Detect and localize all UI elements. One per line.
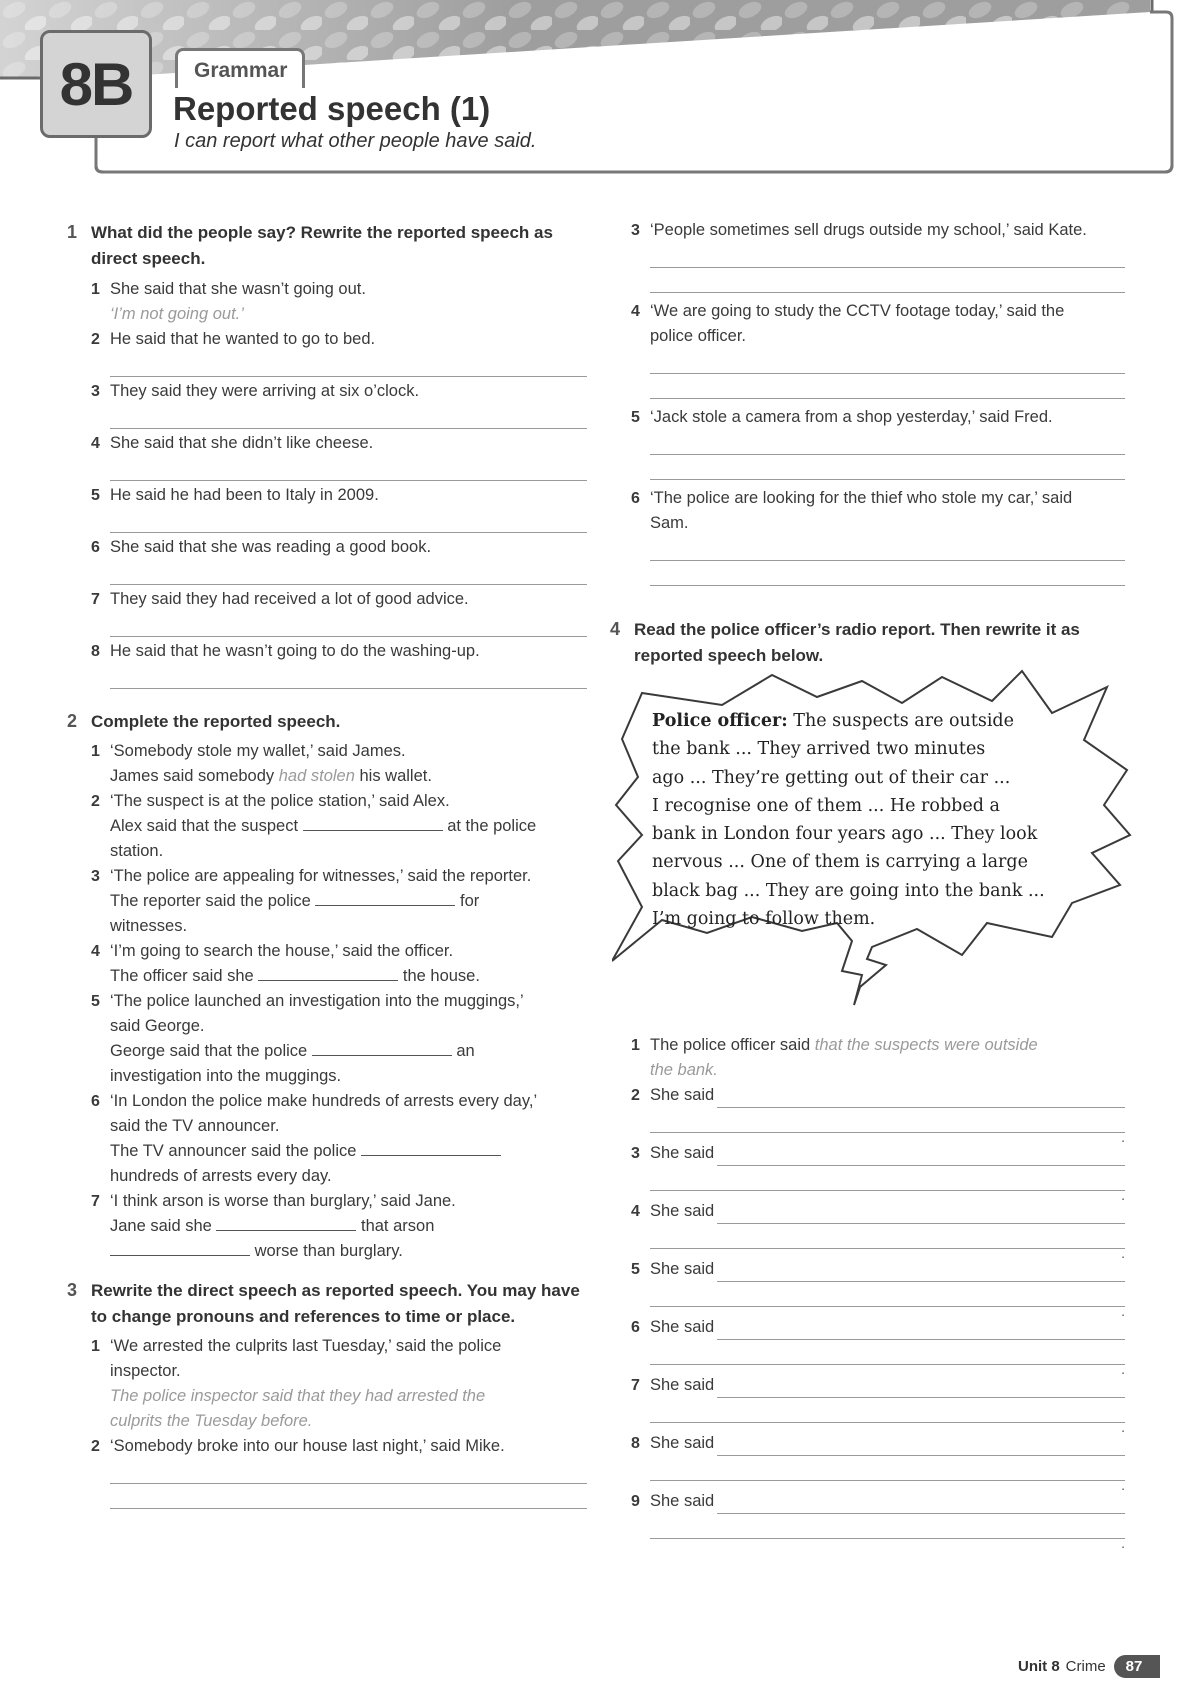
list-item <box>631 1083 1125 1145</box>
item-number: 6 <box>91 539 100 556</box>
direct-quote: ‘In London the police make hundreds of arrests every day,’ <box>110 1092 538 1110</box>
item-text: She said that she was reading a good book. <box>110 538 432 556</box>
list-item <box>631 299 1125 399</box>
list-item <box>91 1334 587 1434</box>
answer-blank[interactable] <box>303 814 443 831</box>
item-number: 6 <box>631 490 640 507</box>
answer-line[interactable] <box>110 404 587 429</box>
answer-line[interactable] <box>650 1224 1125 1249</box>
sentence-start: She said <box>650 1202 715 1220</box>
item-number: 8 <box>91 643 100 660</box>
radio-report-text <box>652 707 1082 933</box>
answer-line[interactable] <box>650 349 1125 374</box>
item-number: 4 <box>91 435 100 452</box>
item-text: They said they had received a lot of good advice. <box>110 590 469 608</box>
answer-line[interactable] <box>717 1201 1125 1224</box>
list-item <box>631 1431 1125 1493</box>
exercise-instruction: Read the police officer’s radio report. Then rewrite it as reported speech below. <box>634 620 1080 665</box>
answer-line[interactable] <box>110 456 587 481</box>
answer-line[interactable] <box>717 1433 1125 1456</box>
answer-line[interactable] <box>650 1166 1125 1191</box>
item-number: 1 <box>91 743 100 760</box>
item-number: 6 <box>631 1319 640 1336</box>
direct-quote: ‘The police launched an investigation into the muggings,’ <box>110 992 524 1010</box>
answer-line[interactable] <box>110 1459 587 1484</box>
report-line: black bag ... They are going into the bank ... <box>652 880 1045 901</box>
direct-quote-continued: said the TV announcer. <box>110 1117 280 1135</box>
list-item <box>631 218 1125 293</box>
footer-unit: Unit 8 <box>1018 1658 1060 1675</box>
report-line: nervous ... One of them is carrying a large <box>652 852 1028 873</box>
full-stop: . <box>1121 1419 1125 1435</box>
item-text: She said that she wasn’t going out. <box>110 280 366 298</box>
sentence-start: She said <box>650 1318 715 1336</box>
list-item <box>631 1141 1125 1203</box>
direct-quote: ‘Somebody broke into our house last night,’ said Mike. <box>110 1437 505 1455</box>
item-number: 8 <box>631 1435 640 1452</box>
page-subtitle: I can report what other people have said. <box>174 130 537 152</box>
list-item <box>91 535 587 585</box>
answer-line[interactable] <box>110 612 587 637</box>
report-line: I recognise one of them ... He robbed a <box>652 795 1000 816</box>
sentence-start: She said <box>650 1260 715 1278</box>
direct-quote: ‘Somebody stole my wallet,’ said James. <box>110 742 406 760</box>
list-item <box>91 739 587 789</box>
unit-badge: 8B <box>40 30 152 138</box>
sentence-start: She said <box>650 1086 715 1104</box>
full-stop: . <box>1121 1187 1125 1203</box>
speaker-label: Police officer: <box>652 711 788 731</box>
right-column <box>631 218 1125 586</box>
full-stop: . <box>1121 1129 1125 1145</box>
exercise-number: 4 <box>610 619 621 639</box>
footer-topic: Crime <box>1065 1658 1106 1675</box>
answer-line[interactable] <box>650 1282 1125 1307</box>
list-item <box>91 1434 587 1509</box>
sentence-start: Alex said that the suspect <box>110 817 303 835</box>
report-line: ago ... They’re getting out of their car ... <box>652 767 1011 788</box>
item-number: 9 <box>631 1493 640 1510</box>
exercise-4 <box>610 617 1130 669</box>
item-number: 5 <box>631 409 640 426</box>
page-footer <box>1018 1655 1160 1678</box>
sentence-start: The TV announcer said the police <box>110 1142 362 1160</box>
answer-blank[interactable] <box>312 1039 452 1056</box>
direct-quote: ‘We arrested the culprits last Tuesday,’ said the police <box>110 1337 502 1355</box>
sentence-end: at the police <box>442 817 537 835</box>
exercise-number: 3 <box>67 1280 78 1300</box>
direct-quote-continued: inspector. <box>110 1362 181 1380</box>
list-item <box>91 1089 587 1189</box>
exercise-2 <box>67 709 587 1264</box>
exercise-instruction: Complete the reported speech. <box>91 712 341 731</box>
list-item <box>631 405 1125 480</box>
page-header <box>0 0 1200 180</box>
answer-blank[interactable] <box>361 1139 501 1156</box>
answer-blank[interactable] <box>216 1214 356 1231</box>
item-number: 4 <box>91 943 100 960</box>
exercise-instruction: Rewrite the direct speech as reported speech. You may have to change pronouns and references to time or place. <box>91 1281 580 1326</box>
list-item <box>91 989 587 1089</box>
answer-line[interactable] <box>110 1484 587 1509</box>
item-number: 7 <box>91 591 100 608</box>
item-number: 6 <box>91 1093 100 1110</box>
list-item <box>91 639 587 689</box>
list-item <box>631 486 1125 586</box>
direct-quote: ‘People sometimes sell drugs outside my school,’ said Kate. <box>650 221 1087 239</box>
full-stop: . <box>1121 1303 1125 1319</box>
item-number: 2 <box>631 1087 640 1104</box>
item-number: 4 <box>631 1203 640 1220</box>
example-answer-continued: the bank. <box>650 1061 718 1079</box>
direct-quote-continued: police officer. <box>650 327 747 345</box>
example-answer: had stolen <box>278 767 355 785</box>
list-item <box>91 1189 587 1264</box>
exercise-1 <box>67 220 587 689</box>
sentence-start: George said that the police <box>110 1042 312 1060</box>
answer-line[interactable] <box>650 268 1125 293</box>
list-item <box>91 864 587 939</box>
report-line: the bank ... They arrived two minutes <box>652 739 986 760</box>
list-item <box>91 483 587 533</box>
answer-line[interactable] <box>650 1340 1125 1365</box>
sentence-start: The officer said she <box>110 967 259 985</box>
exercise-3 <box>67 1278 587 1509</box>
answer-line[interactable] <box>650 1108 1125 1133</box>
exercise-number: 2 <box>67 711 78 731</box>
item-number: 4 <box>631 303 640 320</box>
full-stop: . <box>1121 1535 1125 1551</box>
list-item <box>631 1373 1125 1435</box>
example-answer: ‘I’m not going out.’ <box>110 305 244 323</box>
item-text: They said they were arriving at six o’clock. <box>110 382 420 400</box>
answer-line[interactable] <box>717 1317 1125 1340</box>
answer-line[interactable] <box>110 560 587 585</box>
sentence-start: She said <box>650 1144 715 1162</box>
direct-quote-continued: Sam. <box>650 514 689 532</box>
item-number: 3 <box>91 383 100 400</box>
list-item <box>91 587 587 637</box>
sentence-continuation: investigation into the muggings. <box>110 1067 342 1085</box>
answer-line[interactable] <box>717 1143 1125 1166</box>
exercise-number: 1 <box>67 222 78 242</box>
item-number: 1 <box>91 281 100 298</box>
list-item <box>91 277 587 327</box>
list-item <box>91 327 587 377</box>
item-text: He said that he wanted to go to bed. <box>110 330 376 348</box>
item-number: 1 <box>631 1037 640 1054</box>
sentence-end: the house. <box>398 967 480 985</box>
item-number: 7 <box>91 1193 100 1210</box>
direct-quote: ‘I’m going to search the house,’ said the officer. <box>110 942 454 960</box>
direct-quote-continued: said George. <box>110 1017 205 1035</box>
item-number: 2 <box>91 793 100 810</box>
answer-line[interactable] <box>717 1085 1125 1108</box>
list-item <box>631 1257 1125 1319</box>
exercise-4-items <box>631 1033 1125 1551</box>
answer-line[interactable] <box>110 664 587 689</box>
answer-line[interactable] <box>717 1491 1125 1514</box>
list-item <box>91 431 587 481</box>
item-number: 5 <box>91 993 100 1010</box>
list-item <box>91 789 587 864</box>
answer-line[interactable] <box>650 243 1125 268</box>
answer-line[interactable] <box>650 455 1125 480</box>
item-number: 3 <box>631 1145 640 1162</box>
answer-line[interactable] <box>110 352 587 377</box>
item-text: She said that she didn’t like cheese. <box>110 434 374 452</box>
page-title: Reported speech (1) <box>173 90 491 127</box>
list-item <box>631 1033 1125 1083</box>
full-stop: . <box>1121 1361 1125 1377</box>
sentence-continuation: witnesses. <box>110 917 188 935</box>
exercise-instruction: What did the people say? Rewrite the reported speech as direct speech. <box>91 223 553 268</box>
sentence-continuation: worse than burglary. <box>250 1242 403 1260</box>
answer-blank[interactable] <box>110 1239 250 1256</box>
direct-quote: ‘Jack stole a camera from a shop yesterday,’ said Fred. <box>650 408 1053 426</box>
sentence-start: James said somebody <box>110 767 279 785</box>
item-number: 1 <box>91 1338 100 1355</box>
item-number: 5 <box>631 1261 640 1278</box>
example-answer: that the suspects were outside <box>814 1036 1038 1054</box>
example-answer-continued: culprits the Tuesday before. <box>110 1412 313 1430</box>
list-item <box>91 379 587 429</box>
sentence-end: that arson <box>356 1217 435 1235</box>
sentence-start: The police officer said <box>650 1036 815 1054</box>
item-text: He said he had been to Italy in 2009. <box>110 486 379 504</box>
answer-line[interactable] <box>717 1259 1125 1282</box>
answer-line[interactable] <box>650 1398 1125 1423</box>
sentence-continuation: station. <box>110 842 164 860</box>
answer-line[interactable] <box>650 536 1125 561</box>
direct-quote: ‘The suspect is at the police station,’ said Alex. <box>110 792 450 810</box>
direct-quote: ‘We are going to study the CCTV footage today,’ said the <box>650 302 1065 320</box>
sentence-end: his wallet. <box>354 767 432 785</box>
answer-line[interactable] <box>650 430 1125 455</box>
direct-quote: ‘I think arson is worse than burglary,’ said Jane. <box>110 1192 456 1210</box>
answer-line[interactable] <box>717 1375 1125 1398</box>
sentence-start: The reporter said the police <box>110 892 316 910</box>
speech-bubble <box>612 665 1132 1013</box>
item-number: 7 <box>631 1377 640 1394</box>
list-item <box>631 1199 1125 1261</box>
list-item <box>631 1489 1125 1551</box>
sentence-start: She said <box>650 1492 715 1510</box>
full-stop: . <box>1121 1477 1125 1493</box>
sentence-end: an <box>451 1042 475 1060</box>
item-number: 3 <box>631 222 640 239</box>
answer-line[interactable] <box>650 1456 1125 1481</box>
direct-quote: ‘The police are looking for the thief who stole my car,’ said <box>650 489 1073 507</box>
sentence-start: Jane said she <box>110 1217 217 1235</box>
left-column <box>67 220 587 1509</box>
item-text: He said that he wasn’t going to do the washing-up. <box>110 642 480 660</box>
item-number: 2 <box>91 1438 100 1455</box>
sentence-continuation: hundreds of arrests every day. <box>110 1167 332 1185</box>
list-item <box>91 939 587 989</box>
sentence-start: She said <box>650 1376 715 1394</box>
answer-line[interactable] <box>110 508 587 533</box>
answer-line[interactable] <box>650 561 1125 586</box>
page-number: 87 <box>1114 1655 1161 1678</box>
answer-line[interactable] <box>650 374 1125 399</box>
answer-blank[interactable] <box>315 889 455 906</box>
sentence-end: for <box>455 892 480 910</box>
report-line: bank in London four years ago ... They look <box>652 824 1038 845</box>
direct-quote: ‘The police are appealing for witnesses,’ said the reporter. <box>110 867 532 885</box>
example-answer: The police inspector said that they had arrested the <box>110 1387 486 1405</box>
report-line: The suspects are outside <box>787 711 1014 731</box>
sentence-start: She said <box>650 1434 715 1452</box>
item-number: 3 <box>91 868 100 885</box>
answer-line[interactable] <box>650 1514 1125 1539</box>
section-tab: Grammar <box>175 48 305 88</box>
answer-blank[interactable] <box>258 964 398 981</box>
item-number: 2 <box>91 331 100 348</box>
list-item <box>631 1315 1125 1377</box>
item-number: 5 <box>91 487 100 504</box>
report-line: I’m going to follow them. <box>652 909 876 930</box>
full-stop: . <box>1121 1245 1125 1261</box>
